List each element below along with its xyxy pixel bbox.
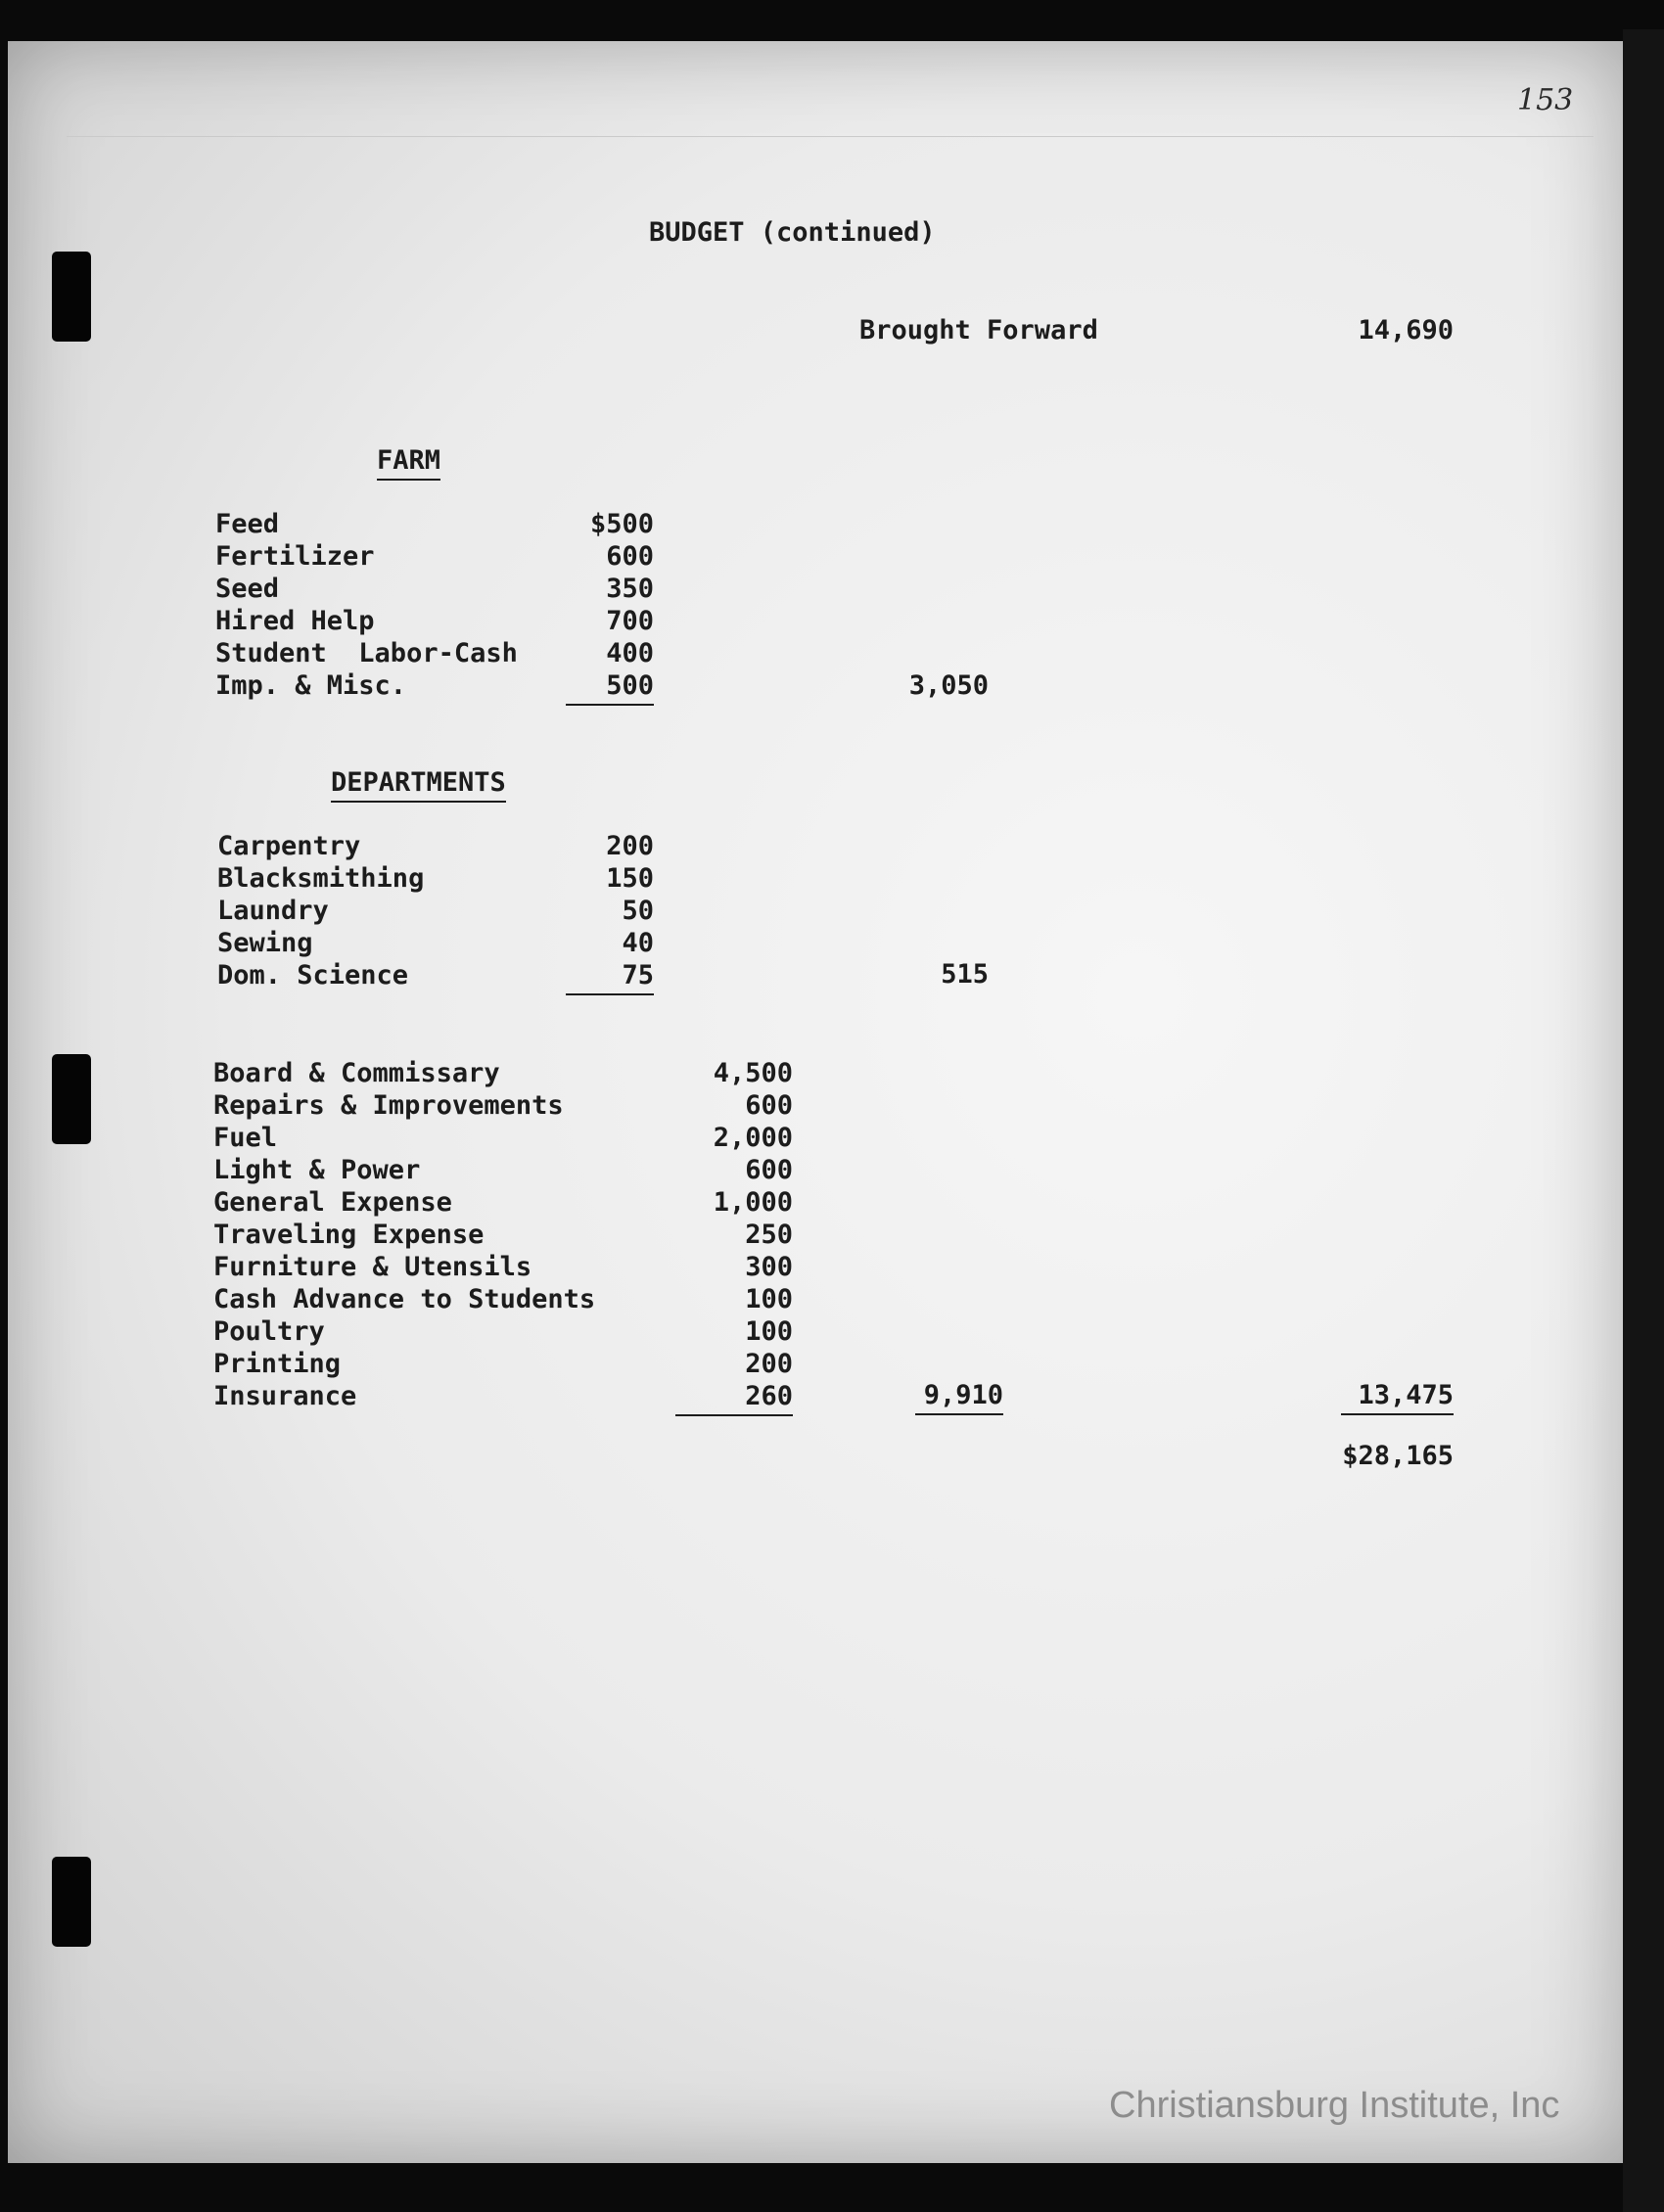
- punch-hole-middle: [52, 1054, 91, 1144]
- punch-hole-top: [52, 252, 91, 342]
- general-item-amount: 300: [745, 1252, 793, 1282]
- department-item-label: Laundry: [217, 896, 329, 926]
- department-item-label: Carpentry: [217, 831, 361, 861]
- general-item-amount: 100: [745, 1284, 793, 1314]
- farm-item-amount: 350: [606, 574, 654, 604]
- department-item-amount: 75: [566, 960, 654, 995]
- brought-forward-label: Brought Forward: [859, 315, 1098, 346]
- departments-subtotal: 515: [941, 959, 989, 990]
- general-item-amount: 600: [745, 1090, 793, 1121]
- farm-item-label: Hired Help: [215, 606, 375, 636]
- brought-forward-amount: 14,690: [1358, 315, 1454, 346]
- general-subtotal: 9,910: [915, 1380, 1003, 1415]
- grand-total: $28,165: [1342, 1441, 1454, 1471]
- general-item-amount: 2,000: [713, 1123, 793, 1153]
- general-item-label: General Expense: [213, 1187, 452, 1218]
- farm-heading: FARM: [377, 445, 440, 481]
- general-item-label: Printing: [213, 1349, 342, 1379]
- general-item-label: Board & Commissary: [213, 1058, 500, 1088]
- department-item-amount: 200: [606, 831, 654, 861]
- department-item-label: Sewing: [217, 928, 313, 958]
- general-item-amount: 4,500: [713, 1058, 793, 1088]
- farm-item-label: Feed: [215, 509, 280, 539]
- page-number: 153: [1517, 83, 1574, 117]
- farm-item-amount: 500: [566, 670, 654, 706]
- top-rule: [67, 136, 1594, 137]
- page-right-edge: [1623, 29, 1664, 2212]
- general-item-amount: 200: [745, 1349, 793, 1379]
- general-item-label: Fuel: [213, 1123, 278, 1153]
- farm-item-label: Student Labor-Cash: [215, 638, 518, 668]
- watermark: Christiansburg Institute, Inc: [1109, 2085, 1560, 2126]
- general-item-amount: 100: [745, 1316, 793, 1347]
- departments-heading: DEPARTMENTS: [331, 767, 506, 803]
- farm-item-amount: 600: [606, 541, 654, 572]
- general-item-amount: 260: [675, 1381, 793, 1416]
- farm-item-label: Imp. & Misc.: [215, 670, 407, 701]
- general-item-label: Furniture & Utensils: [213, 1252, 532, 1282]
- general-item-amount: 1,000: [713, 1187, 793, 1218]
- department-item-amount: 150: [606, 863, 654, 894]
- general-item-amount: 250: [745, 1220, 793, 1250]
- farm-item-amount: $500: [589, 509, 654, 539]
- farm-item-label: Seed: [215, 574, 280, 604]
- general-item-label: Repairs & Improvements: [213, 1090, 564, 1121]
- department-item-amount: 40: [622, 928, 654, 958]
- department-item-label: Blacksmithing: [217, 863, 425, 894]
- punch-hole-bottom: [52, 1857, 91, 1947]
- page-title: BUDGET (continued): [649, 217, 936, 248]
- farm-subtotal: 3,050: [908, 670, 989, 701]
- column-total: 13,475: [1341, 1380, 1454, 1415]
- general-item-label: Traveling Expense: [213, 1220, 485, 1250]
- farm-item-amount: 700: [606, 606, 654, 636]
- farm-item-amount: 400: [606, 638, 654, 668]
- general-item-label: Poultry: [213, 1316, 325, 1347]
- department-item-amount: 50: [622, 896, 654, 926]
- general-item-label: Cash Advance to Students: [213, 1284, 596, 1314]
- department-item-label: Dom. Science: [217, 960, 409, 991]
- farm-item-label: Fertilizer: [215, 541, 375, 572]
- general-item-label: Insurance: [213, 1381, 357, 1411]
- general-item-amount: 600: [745, 1155, 793, 1185]
- general-item-label: Light & Power: [213, 1155, 421, 1185]
